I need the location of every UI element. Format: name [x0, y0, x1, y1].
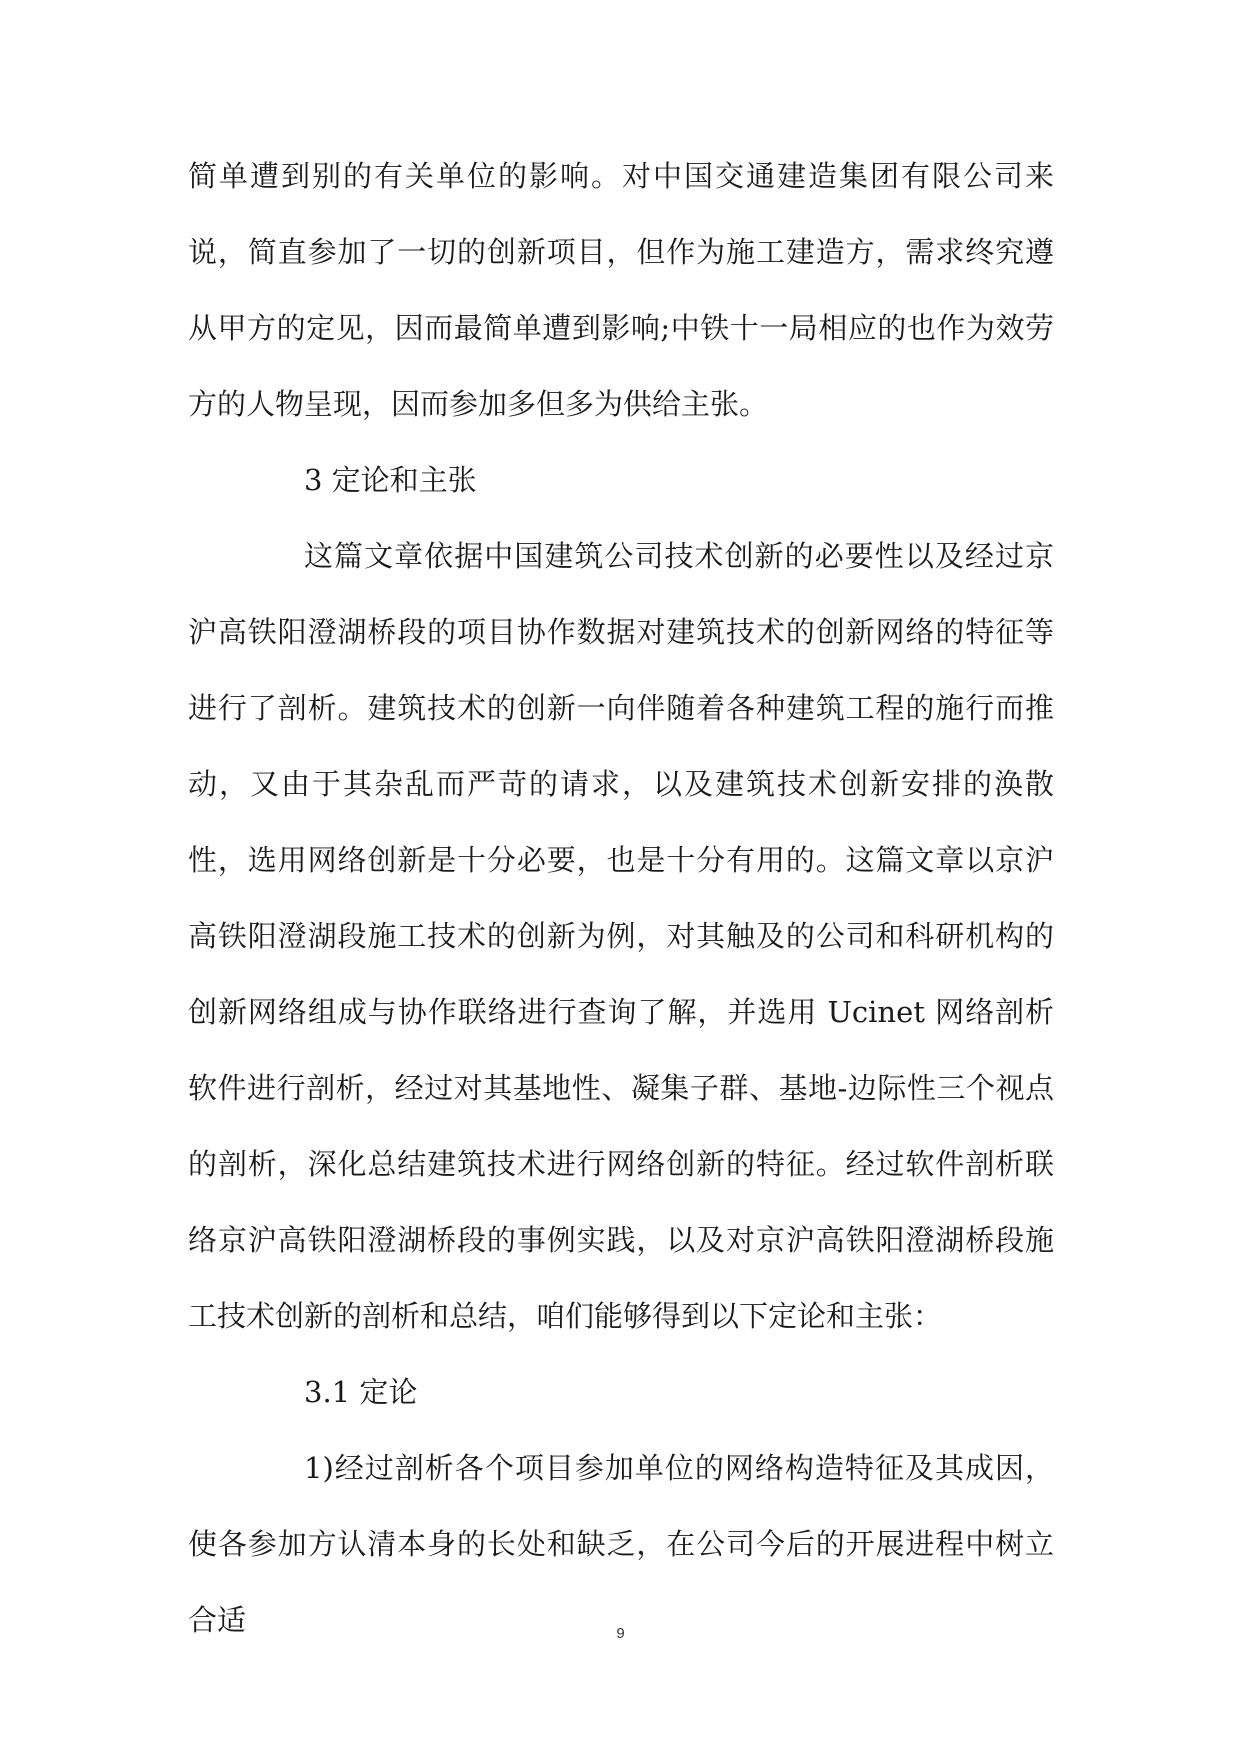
paragraph-continued: 简单遭到别的有关单位的影响。对中国交通建造集团有限公司来说，简直参加了一切的创新项目，但作为施工建造方，需求终究遵从甲方的定见，因而最简单遭到影响;中铁十一局相应的也作为效劳方的人物呈现，因而参加多但多为供给主张。 — [188, 159, 1054, 421]
paragraph-conclusion-intro: 这篇文章依据中国建筑公司技术创新的必要性以及经过京沪高铁阳澄湖桥段的项目协作数据对建筑技术的创新网络的特征等进行了剖析。建筑技术的创新一向伴随着各种建筑工程的施行而推动，又由于其杂乱而严苛的请求，以及建筑技术创新安排的涣散性，选用网络创新是十分必要，也是十分有用的。这篇文章以京沪高铁阳澄湖段施工技术的创新为例，对其触及的公司和科研机构的创新网络组成与协作联络进行查询了解，并选用 Ucinet 网络剖析软件进行剖析，经过对其基地性、凝集子群、基地-边际性三个视点的剖析，深化总结建筑技术进行网络创新的特征。经过软件剖析联络京沪高铁阳澄湖桥段的事例实践，以及对京沪高铁阳澄湖桥段施工技术创新的剖析和总结，咱们能够得到以下定论和主张： — [188, 539, 1054, 1333]
section-heading-3: 3 定论和主张 — [304, 463, 477, 497]
paragraph-conclusion-1: 1)经过剖析各个项目参加单位的网络构造特征及其成因，使各参加方认清本身的长处和缺乏，在公司今后的开展进程中树立合适 — [188, 1451, 1054, 1637]
page-number: 9 — [616, 1625, 625, 1642]
section-heading-3-1: 3.1 定论 — [304, 1375, 418, 1409]
document-body — [188, 138, 1054, 1658]
